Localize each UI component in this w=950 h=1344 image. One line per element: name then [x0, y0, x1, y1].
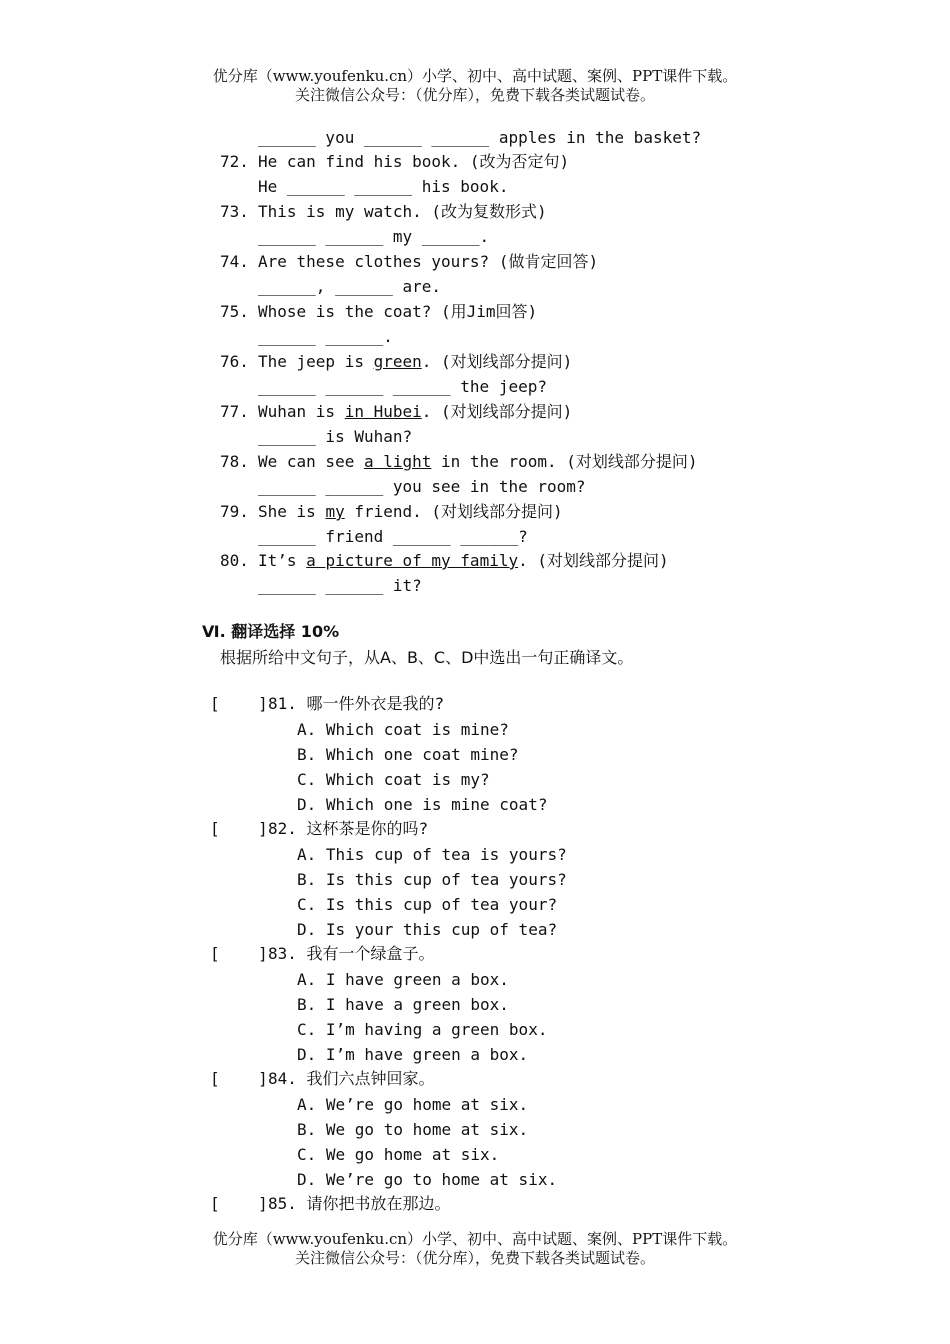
answer-bracket: [ ] [210, 1069, 268, 1088]
header-line-1: 优分库（www.youfenku.cn）小学、初中、高中试题、案例、PPT课件下载。 [212, 67, 738, 85]
q71-answer-line: ______ you ______ ______ apples in the basket? [258, 128, 702, 147]
q85-question: 85. 请你把书放在那边。 [268, 1194, 451, 1213]
q75-number: 75. [220, 302, 249, 321]
q81-option-b: B. Which one coat mine? [297, 745, 519, 764]
q81-option-a: A. Which coat is mine? [297, 720, 509, 739]
q78-underlined: a light [363, 452, 432, 471]
q84-question: 84. 我们六点钟回家。 [268, 1069, 435, 1088]
q79-underlined: my [325, 502, 345, 521]
q73-answer-line: ______ ______ my ______. [258, 227, 490, 246]
q77-answer-line: ______ is Wuhan? [258, 427, 413, 446]
answer-bracket: [ ] [210, 819, 268, 838]
q82-option-d: D. Is your this cup of tea? [297, 920, 558, 939]
q81-option-c: C. Which coat is my? [297, 770, 490, 789]
q80-question: It’s a picture of my family. (对划线部分提问) [258, 551, 669, 570]
q80-underlined: a picture of my family [306, 551, 519, 570]
q83-option-d: D. I’m have green a box. [297, 1045, 529, 1064]
q75-question: Whose is the coat? (用Jim回答) [258, 302, 538, 321]
q78-question: We can see a light in the room. (对划线部分提问) [258, 452, 698, 471]
q84-option-a: A. We’re go home at six. [297, 1095, 529, 1114]
q82-question: 82. 这杯茶是你的吗? [268, 819, 429, 838]
q74-question: Are these clothes yours? (做肯定回答) [258, 252, 599, 271]
q83-option-c: C. I’m having a green box. [297, 1020, 548, 1039]
q76-answer-line: ______ ______ ______ the jeep? [258, 377, 547, 396]
q82-option-c: C. Is this cup of tea your? [297, 895, 558, 914]
q84-option-b: B. We go to home at six. [297, 1120, 529, 1139]
q79-answer-line: ______ friend ______ ______? [258, 527, 528, 546]
q84-option-d: D. We’re go to home at six. [297, 1170, 558, 1189]
q76-question: The jeep is green. (对划线部分提问) [258, 352, 573, 371]
q79-number: 79. [220, 502, 249, 521]
q83-option-b: B. I have a green box. [297, 995, 509, 1014]
q78-answer-line: ______ ______ you see in the room? [258, 477, 586, 496]
q76-number: 76. [220, 352, 249, 371]
q72-answer-line: He ______ ______ his book. [258, 177, 509, 196]
q77-underlined: in Hubei [344, 402, 422, 421]
answer-bracket: [ ] [210, 1194, 268, 1213]
footer-line-2: 关注微信公众号：（优分库），免费下载各类试题试卷。 [294, 1249, 655, 1267]
q77-number: 77. [220, 402, 249, 421]
q73-question: This is my watch. (改为复数形式) [258, 202, 547, 221]
q74-number: 74. [220, 252, 249, 271]
q75-answer-line: ______ ______. [258, 327, 393, 346]
answer-bracket: [ ] [210, 694, 268, 713]
answer-bracket: [ ] [210, 944, 268, 963]
q80-number: 80. [220, 551, 249, 570]
q83-option-a: A. I have green a box. [297, 970, 509, 989]
q84-option-c: C. We go home at six. [297, 1145, 500, 1164]
q82-option-a: A. This cup of tea is yours? [297, 845, 567, 864]
q83-question: 83. 我有一个绿盒子。 [268, 944, 435, 963]
q81-question: 81. 哪一件外衣是我的? [268, 694, 445, 713]
q73-number: 73. [220, 202, 249, 221]
section-instruction: 根据所给中文句子，从A、B、C、D中选出一句正确译文。 [220, 648, 634, 667]
q79-question: She is my friend. (对划线部分提问) [258, 502, 563, 521]
q77-question: Wuhan is in Hubei. (对划线部分提问) [258, 402, 573, 421]
q82-option-b: B. Is this cup of tea yours? [297, 870, 567, 889]
q76-underlined: green [373, 352, 422, 371]
footer-line-1: 优分库（www.youfenku.cn）小学、初中、高中试题、案例、PPT课件下载。 [212, 1230, 738, 1248]
q78-number: 78. [220, 452, 249, 471]
q81-option-d: D. Which one is mine coat? [297, 795, 548, 814]
q72-number: 72. [220, 152, 249, 171]
section-title: Ⅵ. 翻译选择 10% [202, 622, 340, 641]
q72-question: He can find his book. (改为否定句) [258, 152, 570, 171]
q74-answer-line: ______, ______ are. [258, 277, 442, 296]
header-line-2: 关注微信公众号：（优分库），免费下载各类试题试卷。 [294, 86, 655, 104]
q80-answer-line: ______ ______ it? [258, 576, 422, 595]
